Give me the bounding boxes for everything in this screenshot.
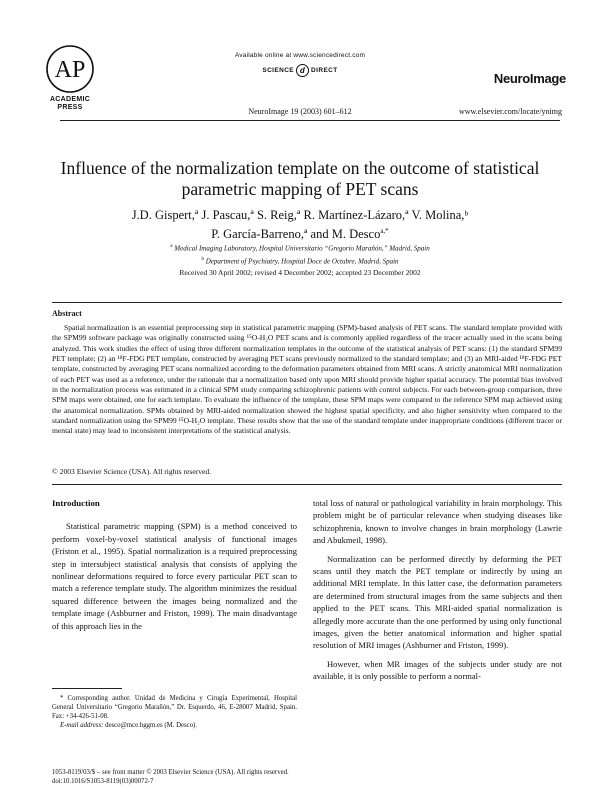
right-column bbox=[313, 497, 562, 683]
intro-paragraph: Statistical parametric mapping (SPM) is a method conceived to perform voxel-by-voxel statistical analysis of functional images (Friston et al., 1995). Spatial normalization is a required preprocessing step in intersubject statistical analysis that consists of applying the nonlinear deformations required to force every particular PET scan to match a reference template study. The algorithm minimizes the residual squared difference between the images being normalized and the template image (Ashburner and Friston, 1999). The main disadvantage of this approach lies in the bbox=[52, 521, 297, 631]
doi[interactable]: doi:10.1016/S1053-8119(03)00072-7 bbox=[52, 778, 154, 785]
header-rule bbox=[60, 120, 560, 121]
footnote-rule bbox=[52, 688, 122, 689]
authors: J.D. Gispert,ª J. Pascau,ª S. Reig,ª R. Martínez-Lázaro,ª V. Molina,ᵇ P. García-Barreno,ª and M. Desco$^{a,*}$ bbox=[131, 208, 469, 242]
issn-doi: 1053-8119/03/$ – see front matter © 2003 Elsevier Science (USA). All rights reserved. doi:10.1016/S1053-8119(03)00072-7 bbox=[52, 769, 289, 785]
email-line: E-mail address: desco@mce.hggm.es (M. Desco). bbox=[60, 722, 198, 729]
received-dates: Received 30 April 2002; revised 4 December 2002; accepted 23 December 2002 bbox=[179, 268, 421, 277]
at-symbol-icon: d bbox=[296, 64, 309, 77]
left-column bbox=[52, 497, 297, 632]
corresponding-author: * Corresponding author. Unidad de Medicina y Cirugía Experimental, Hospital General Universitario “Gregorio Marañón,” Dr. Esquerdo, 46, E-28007 Madrid, Spain. Fax: +34-426-51-08. bbox=[52, 695, 297, 720]
abstract-text: Spatial normalization is an essential preprocessing step in statistical parametric mapping (SPM)-based analysis of PET scans. The standard template provided with the SPM99 software package was originally constructed using ¹⁵O-H₂O PET scans and is commonly applied regardless of the tracer actually used in the scans being analyzed. This work studies the effect of using three different normalization templates in the outcome of the statistical analysis of PET scans: (1) the standard SPM99 PET template; (2) an ¹⁸F-FDG PET template, constructed by averaging PET scans previously normalized to the standard template; and (3) an MRI-aided ¹⁸F-FDG PET template, constructed by averaging PET scans normalized according to the deformation parameters obtained from MRI scans. A strictly anatomical MRI normalization of each PET was used as a reference, under the rationale that a normalization based only upon MRI should provide higher spatial accuracy. The potential bias involved in the normalization process was estimated in a clinical SPM study comparing schizophrenic patients with control subjects. For each between-group comparison, three SPM maps were obtained, one for each template. To evaluate the influence of the template, these SPM maps were compared to the reference SPM map achieved using the anatomical normalization. SPMs obtained by MRI-aided normalization showed the highest spatial specificity, and also higher sensitivity when compared to the standard normalization using the SPM99 ¹⁵O-H₂O template. These results show that the use of the standard template under inappropriate conditions (different tracer or mental state) may lead to inconsistent interpretations of the statistical analysis. bbox=[52, 323, 562, 436]
publisher-name: ACADEMIC PRESS bbox=[49, 96, 91, 111]
journal-url[interactable]: www.elsevier.com/locate/ynimg bbox=[458, 107, 562, 116]
footnote bbox=[52, 694, 297, 730]
affiliations: $^a$ Medical Imaging Laboratory, Hospital Universitario “Gregorio Marañón,” Madrid, Spain $^b$ Department of Psychiatry, Hospital Doce de Octubre, Madrid, Spain bbox=[170, 244, 430, 266]
email-link[interactable]: desco@mce.hggm.es (M. Desco). bbox=[105, 722, 198, 729]
introduction-heading: Introduction bbox=[52, 498, 100, 508]
abstract-rule-bottom bbox=[52, 484, 562, 485]
abstract-copyright: © 2003 Elsevier Science (USA). All rights reserved. bbox=[52, 467, 212, 476]
abstract-heading: Abstract bbox=[52, 309, 82, 318]
paper-title: Influence of the normalization template on the outcome of statistical parametric mapping of PET scans bbox=[60, 158, 540, 199]
intro-paragraph: However, when MR images of the subjects under study are not available, it is only possible to perform a normal- bbox=[313, 658, 562, 682]
journal-name: NeuroImage bbox=[493, 71, 566, 86]
intro-paragraph: Normalization can be performed directly by deforming the PET scans until they match the PET template or indirectly by using an additional MRI template. In this latter case, the deformation parameters are determined from structural images from the same subjects and then applied to the PET scans. This MRI-aided spatial normalization is allegedly more accurate than the one performed by using only functional images, given the better anatomical information and higher spatial resolution of MRI images (Ashburner and Friston, 1999). bbox=[313, 553, 562, 651]
available-online: Available online at www.sciencedirect.com bbox=[234, 52, 366, 59]
citation: NeuroImage 19 (2003) 601–612 bbox=[248, 107, 352, 116]
intro-paragraph: total loss of natural or pathological variability in brain morphology. This problem might be of particular relevance when studying diseases like schizophrenia, known to involve changes in brain morphology (Lawrie and Abukmeil, 1998). bbox=[313, 498, 562, 546]
sciencedirect-logo: SCIENCE d DIRECT bbox=[262, 66, 338, 75]
logo-text: AP bbox=[54, 57, 86, 83]
abstract-rule-top bbox=[52, 302, 562, 303]
